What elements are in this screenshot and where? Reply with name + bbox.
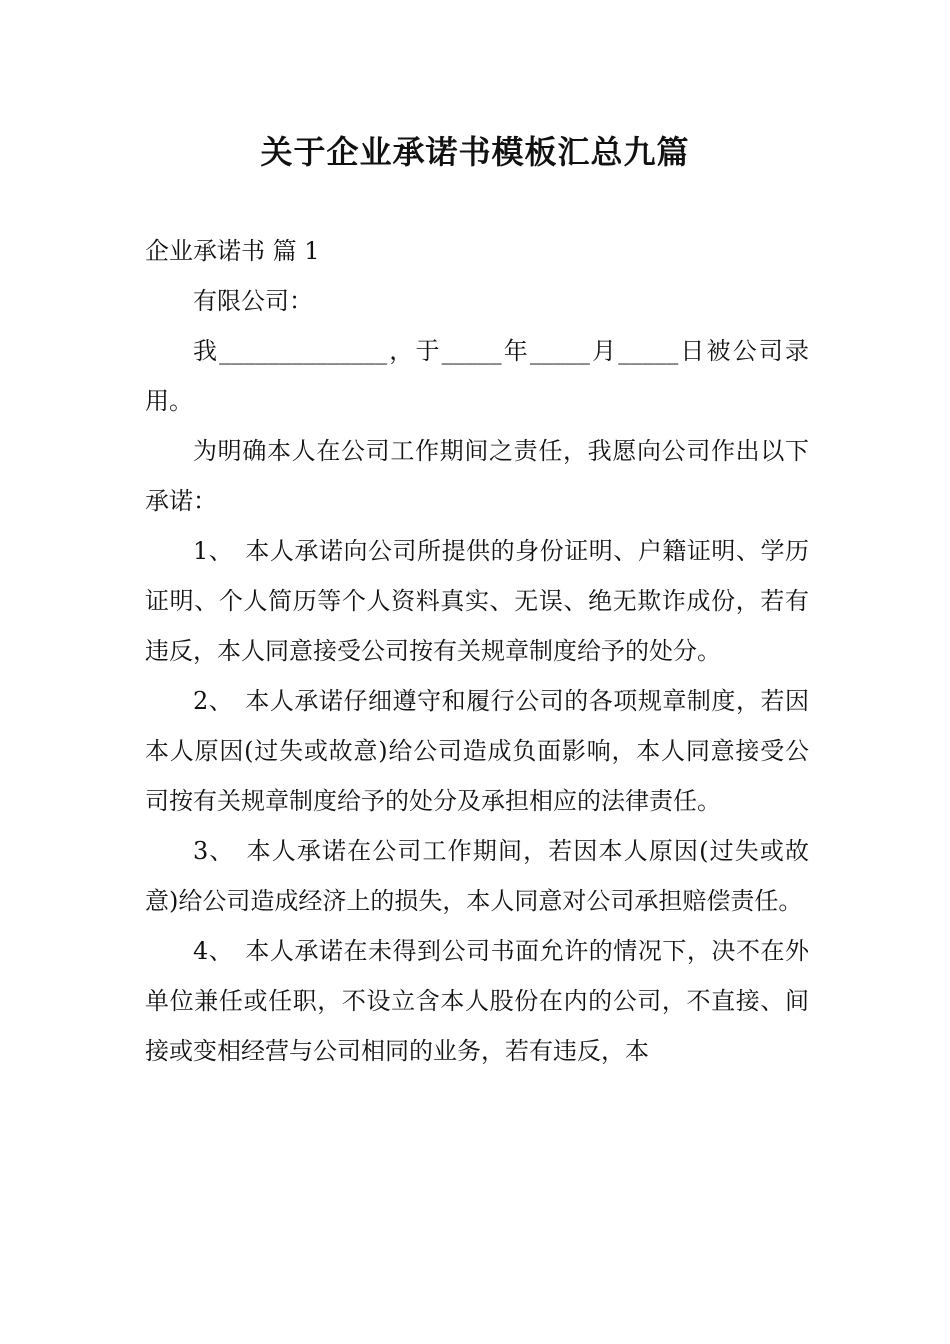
item-number: 1、 (193, 537, 234, 565)
item-text: 本人承诺在公司工作期间，若因本人原因(过失或故意)给公司造成经济上的损失，本人同意对公司承担赔偿责任。 (145, 837, 809, 915)
commitment-item-4 (145, 926, 809, 1076)
intro-line: 我______________，于_____年_____月_____日被公司录用。 (145, 337, 809, 415)
commitment-item-1 (145, 526, 809, 676)
document-body (145, 226, 809, 1076)
document-title: 关于企业承诺书模板汇总九篇 (260, 133, 690, 171)
commitment-item-2 (145, 676, 809, 826)
section-heading: 企业承诺书 篇 1 (145, 237, 320, 265)
item-text: 本人承诺在未得到公司书面允许的情况下，决不在外单位兼任或任职，不设立含本人股份在内的公司，不直接、间接或变相经营与公司相同的业务，若有违反，本 (145, 937, 810, 1065)
item-number: 2、 (193, 687, 234, 715)
item-number: 4、 (193, 937, 234, 965)
statement-paragraph: 为明确本人在公司工作期间之责任，我愿向公司作出以下承诺： (145, 437, 809, 515)
item-number: 3、 (193, 837, 235, 865)
addressee-line: 有限公司： (193, 287, 313, 315)
item-text: 本人承诺向公司所提供的身份证明、户籍证明、学历证明、个人简历等个人资料真实、无误、绝无欺诈成份，若有违反，本人同意接受公司按有关规章制度给予的处分。 (145, 537, 810, 665)
commitment-item-3 (145, 826, 809, 926)
item-text: 本人承诺仔细遵守和履行公司的各项规章制度，若因本人原因(过失或故意)给公司造成负面影响，本人同意接受公司按有关规章制度给予的处分及承担相应的法律责任。 (145, 687, 810, 815)
